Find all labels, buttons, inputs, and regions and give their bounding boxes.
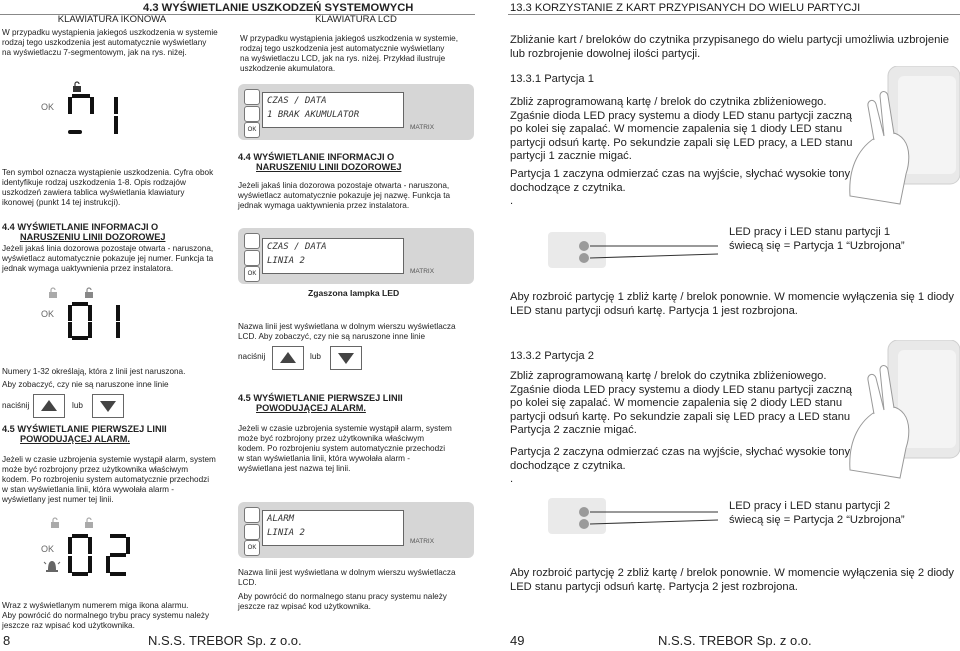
ok-label: OK — [41, 544, 55, 554]
seven-seg-digits-02 — [68, 534, 138, 578]
reader-illustration-2 — [840, 340, 960, 480]
power-icon — [244, 89, 260, 105]
lcd-screen-1 — [262, 92, 404, 128]
sec44-title: 4.4 WYŚWIETLANIE INFORMACJI O NARUSZENIU LINII DOZOROWEJ — [2, 222, 166, 242]
lcd-panel-3 — [238, 502, 474, 558]
lcd-line-1: CZAS / DATA — [267, 96, 327, 106]
led-work — [579, 507, 589, 517]
seven-seg-display-2 — [36, 284, 146, 344]
power-icon — [244, 507, 260, 523]
reader-illustration-1 — [840, 66, 960, 206]
lcd-panel-2 — [238, 228, 474, 284]
seven-seg-display-3 — [36, 514, 146, 580]
lamp-caption: Zgaszona lampka LED — [308, 288, 400, 298]
header-rule-right — [508, 14, 960, 15]
press-label: naciśnij — [2, 401, 30, 410]
col2-intro: W przypadku wystąpienia jakiegoś uszkodzenia w systemie, rodzaj tego uszkodzenia jest automatycznie wyświetlany na wyświetlaczu LCD, jak na rys. niżej. Przykład ilustruje uszkodzenie akumulatora. — [240, 34, 458, 73]
matrix-label: MATRIX — [410, 124, 435, 131]
intro-text: Zbliżanie kart / breloków do czytnika przypisanego do wielu partycji umożliwia uzbrojenie lub rozbrojenie dowolnej ilości partycji. — [510, 34, 950, 60]
ok-icon: OK — [244, 122, 260, 138]
p2-disarm-text: Aby rozbroić partycję 2 zbliż kartę / brelok ponownie. W momencie wyłączenia się 2 diody LED stanu partycji odsuń kartę. Partycja 2 jest rozbrojona. — [510, 567, 954, 593]
ok-icon: OK — [244, 266, 260, 282]
led-indicator-1 — [548, 232, 728, 268]
lcd-panel-1 — [238, 84, 474, 140]
numbers-text: Numery 1-32 określają, która z linii jest naruszona. — [2, 367, 186, 376]
partycja1-title: 13.3.1 Partycja 1 — [510, 73, 594, 85]
matrix-label: MATRIX — [410, 268, 435, 275]
lcd-line-1: ALARM — [267, 514, 295, 524]
fault-text: Ten symbol oznacza wystąpienie uszkodzenia. Cyfra obok identyfikuje rodzaj uszkodzenia 1-8. Opis rodzajów uszkodzeń zawiera tablica wyświetlania klawiatury ikonowej (punkt 14 tej instrukcji). — [2, 168, 214, 207]
footer-right: N.S.S. TREBOR Sp. z o.o. — [658, 633, 812, 648]
lcd-screen-3 — [262, 510, 404, 546]
lcd-line-2: LINIA 2 — [267, 256, 305, 266]
col2-sec45-title: 4.5 WYŚWIETLANIE PIERWSZEJ LINII POWODUJĄCEJ ALARM. — [238, 393, 403, 413]
page-number-left: 8 — [3, 633, 11, 648]
col2-heading: KLAWIATURA LCD — [315, 14, 397, 25]
lcd-line-1: CZAS / DATA — [267, 242, 327, 252]
p1-disarm-text: Aby rozbroić partycję 1 zbliż kartę / brelok ponownie. W momencie wyłączenia się 1 diody LED stanu partycji odsuń kartę. Partycja 1 jest rozbrojona. — [510, 291, 954, 317]
col2-press-label: naciśnij — [238, 352, 266, 361]
or-label: lub — [72, 401, 83, 410]
padlock-icon — [48, 286, 58, 304]
p2-led-caption: LED pracy i LED stanu partycji 2 świecą się = Partycja 2 “Uzbrojona” — [729, 500, 905, 526]
led-indicator-2 — [548, 498, 728, 534]
fault-symbol-bar — [68, 130, 82, 134]
col2-sec44-text: Jeżeli jakaś linia dozorowa pozostaje otwarta - naruszona, wyświetlacz automatycznie pokazuje jej nazwę. Funkcja ta jednak wymaga uaktywnienia przez instalatora. — [238, 181, 451, 210]
section-title-4-3: 4.3 WYŚWIETLANIE USZKODZEŃ SYSTEMOWYCH — [143, 2, 414, 14]
p1-text: Zbliż zaprogramowaną kartę / brelok do czytnika zbliżeniowego. Zgaśnie dioda LED pracy systemu a diody LED stanu partycji zaczną po kolei się zapalać. W momencie zapalenia się 1 diody LED stanu partycji odsuń kartę. Po sekundzie zapali się LED pracy, a LED stanu partycji 1 zacznie migać. — [510, 96, 853, 162]
up-arrow-button[interactable] — [272, 346, 304, 370]
power-icon — [244, 233, 260, 249]
col2-bottom-text: Nazwa linii jest wyświetlana w dolnym wierszu wyświetlacza LCD. Aby powrócić do normalnego stanu pracy systemu należy jeszcze raz wpisać kod użytkownika. — [238, 568, 456, 611]
bottom-text: Wraz z wyświetlanym numerem miga ikona alarmu. Aby powrócić do normalnego trybu pracy systemu należy jeszcze raz wpisać kod użytkownika. — [2, 601, 210, 630]
see-text: Aby zobaczyć, czy nie są naruszone inne linie — [2, 380, 169, 389]
ok-label: OK — [41, 309, 55, 319]
led-partition — [579, 253, 589, 263]
p1-exit-text: Partycja 1 zaczyna odmierzać czas na wyjście, słychać wysokie tony dochodzące z czytnika. . — [510, 168, 851, 207]
lcd-line-2: 1 BRAK AKUMULATOR — [267, 110, 360, 120]
col2-name-text: Nazwa linii jest wyświetlana w dolnym wierszu wyświetlacza LCD. Aby zobaczyć, czy nie są naruszone inne linie — [238, 322, 456, 341]
seven-seg-display-1 — [36, 80, 146, 142]
col2-sec44-title: 4.4 WYŚWIETLANIE INFORMACJI O NARUSZENIU LINII DOZOROWEJ — [238, 152, 402, 172]
col2-sec45-text: Jeżeli w czasie uzbrojenia systemie wystąpił alarm, system może być rozbrojony przez użytkownika właściwym kodem. Po rozbrojeniu system automatycznie przechodzi w stan wyświetlania linii, która wywołała alarm - wyświetlana jest nazwa tej linii. — [238, 424, 452, 473]
padlock-open-icon — [84, 516, 94, 534]
page-number-right: 49 — [510, 633, 525, 648]
triangle-up-icon — [280, 352, 296, 363]
ok-icon: OK — [244, 540, 260, 556]
triangle-down-icon — [338, 353, 354, 364]
lcd-screen-2 — [262, 238, 404, 274]
seven-seg-digits-01 — [68, 302, 132, 342]
partycja2-title: 13.3.2 Partycja 2 — [510, 350, 594, 362]
col2-or-label: lub — [310, 352, 321, 361]
padlock-icon — [244, 524, 260, 540]
matrix-label: MATRIX — [410, 538, 435, 545]
footer-left: N.S.S. TREBOR Sp. z o.o. — [148, 633, 302, 648]
padlock-icon — [244, 250, 260, 266]
section-title-13-3: 13.3 KORZYSTANIE Z KART PRZYPISANYCH DO WIELU PARTYCJI — [510, 2, 861, 14]
down-arrow-button[interactable] — [92, 394, 124, 418]
p2-text: Zbliż zaprogramowaną kartę / brelok do czytnika zbliżeniowego. Zgaśnie dioda LED pracy systemu a diody LED stanu partycji zaczną po kolei się zapalać. W momencie zapalenia się 2 diody LED stanu partycji odsuń kartę. Po sekundzie zapali się LED pracy a LED stanu Partycja 2 zacznie migać. — [510, 370, 853, 436]
sec45-text: Jeżeli w czasie uzbrojenia systemie wystąpił alarm, system może być rozbrojony przez użytkownika właściwym kodem. Po rozbrojeniu system automatycznie przechodzi w stan wyświetlania linii, która wywołała alarm - wyświetlany jest numer tej linii. — [2, 455, 216, 504]
ok-label: OK — [41, 102, 55, 112]
col1-heading: KLAWIATURA IKONOWA — [57, 14, 167, 25]
sec45-title: 4.5 WYŚWIETLANIE PIERWSZEJ LINII POWODUJĄCEJ ALARM. — [2, 424, 167, 444]
up-arrow-button[interactable] — [33, 394, 65, 418]
triangle-up-icon — [41, 400, 57, 411]
led-partition — [579, 519, 589, 529]
padlock-icon — [244, 106, 260, 122]
col1-intro: W przypadku wystąpienia jakiegoś uszkodzenia w systemie rodzaj tego uszkodzenia jest automatycznie wyświetlany na wyświetlaczu 7-segmentowym, jak na rys. niżej. — [2, 28, 218, 57]
padlock-icon — [72, 80, 82, 90]
down-arrow-button[interactable] — [330, 346, 362, 370]
lcd-line-2: LINIA 2 — [267, 528, 305, 538]
sec44-text: Jeżeli jakaś linia dozorowa pozostaje otwarta - naruszona, wyświetlacz automatycznie pokazuje jej numer. Funkcja ta jednak wymaga uaktywnienia przez instalatora. — [2, 244, 214, 273]
led-work — [579, 241, 589, 251]
p2-exit-text: Partycja 2 zaczyna odmierzać czas na wyjście, słychać wysokie tony dochodzące z czytnika. . — [510, 446, 851, 485]
p1-led-caption: LED pracy i LED stanu partycji 1 świecą się = Partycja 1 “Uzbrojona” — [729, 226, 905, 252]
alarm-bell-icon — [42, 558, 62, 579]
triangle-down-icon — [100, 401, 116, 412]
padlock-icon — [50, 516, 60, 534]
